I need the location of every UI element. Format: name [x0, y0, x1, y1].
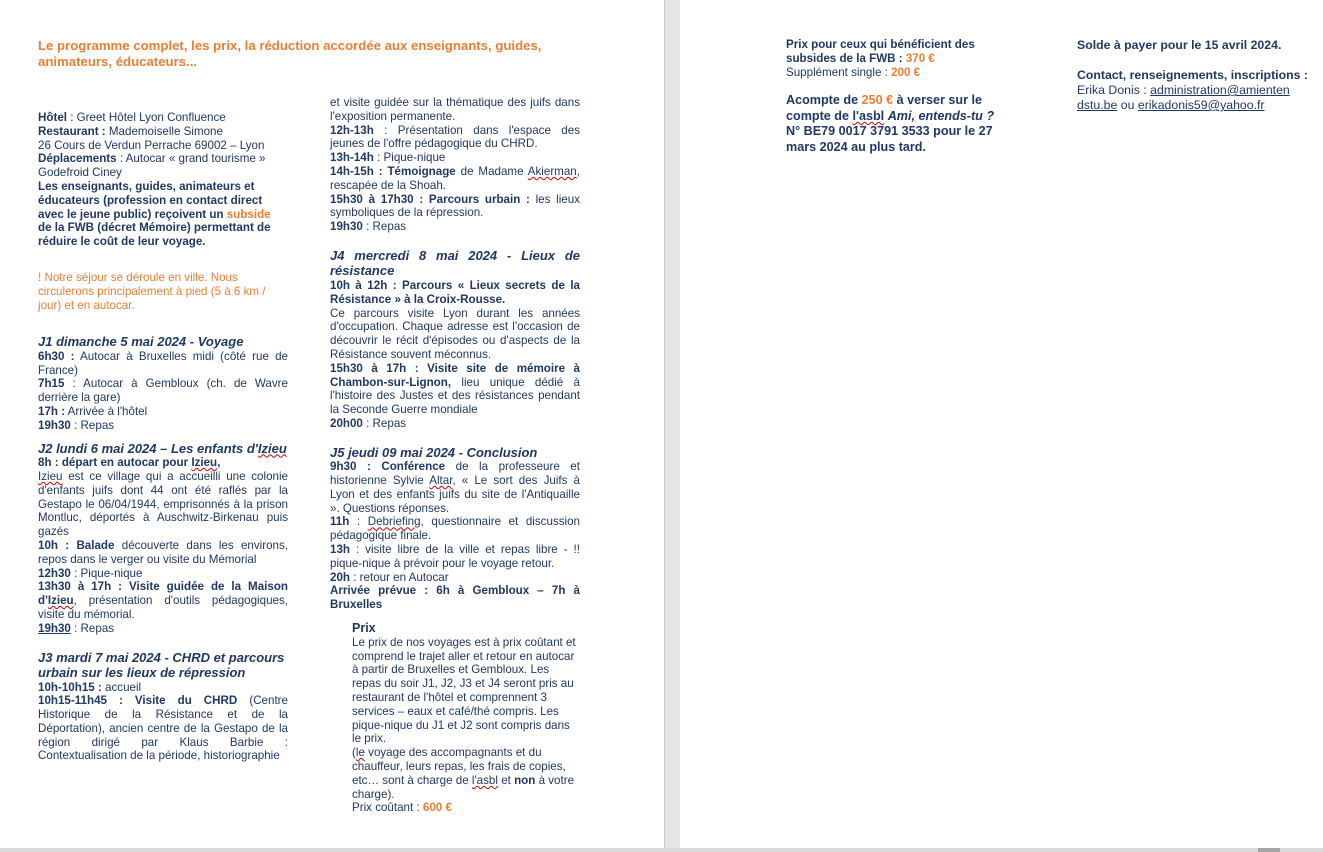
status-bar [0, 848, 1323, 852]
day2-title: J2 lundi 6 mai 2024 – Les enfants d'Izieu [38, 440, 287, 456]
j5-visite: 13h : visite libre de la ville et repas libre - !! pique-nique à prévoir pour le voyage retour. [330, 543, 580, 570]
email-link-admin[interactable]: administration@amienten dstu.be [1077, 83, 1290, 112]
j3-item-1: 12h-13h : Présentation dans l'espace des jeunes de l'offre pédagogique du CHRD. [330, 123, 580, 151]
price-title: Prix [352, 621, 376, 635]
price-exclusions: (le voyage des accompagnants et du chauffeur, leurs repas, les frais de copies, etc… sont à charge de l'asbl et non à votre charge). [352, 746, 575, 801]
price-cost: Prix coûtant : 600 € [352, 801, 452, 815]
j3-repas: 19h30 : Repas [330, 220, 407, 234]
deplacements-line: Déplacements : Autocar « grand tourisme » Godefroid Ciney [38, 152, 266, 180]
price-description: Le prix de nos voyages est à prix coûtant et comprend le trajet aller et retour en autocar à partir de Bruxelles et Gembloux. Les repas du soir J1, J2, J3 et J4 seront pris au restaurant de l'hôtel et comprennent 3 services – eaux et café/thé compris. Les pique-nique du J1 et J2 sont compris dans le prix. [352, 635, 576, 746]
page-separator [664, 0, 665, 848]
j2-picnic: 12h30 : Pique-nique [38, 566, 143, 580]
j3-item-2: 13h-14h : Pique-nique [330, 151, 446, 165]
deposit-info: Acompte de 250 € à verser sur le compte de l'asbl Ami, entends-tu ? N° BE79 0017 3791 3533 pour le 27 mars 2024 au plus tard. [786, 93, 995, 154]
j1-item-2: 7h15 : Autocar à Gembloux (ch. de Wavre derrière la gare) [38, 377, 288, 405]
program-heading: Le programme complet, les prix, la réduction accordée aux enseignants, guides, animateurs, éducateurs... [38, 38, 542, 69]
single-supplement: Supplément single : 200 € [786, 65, 921, 79]
middle-column [330, 96, 580, 815]
j4-repas: 20h00 : Repas [330, 416, 407, 430]
j3-accueil: 10h-10h15 : accueil [38, 680, 142, 694]
city-warning: ! Notre séjour se déroule en ville. Nous circulerons principalement à pied (5 à 6 km / jour) et en autocar. [38, 270, 266, 312]
j3-parcours: 15h30 à 17h30 : Parcours urbain : les lieux symboliques de la répression. [330, 192, 580, 220]
day1-title: J1 dimanche 5 mai 2024 - Voyage [38, 334, 244, 350]
j5-arrivee: Arrivée prévue : 6h à Gembloux – 7h à Bruxelles [330, 584, 580, 612]
j4-visite: 15h30 à 17h : Visite site de mémoire à Chambon-sur-Lignon, lieu unique dédié à l'histoire des Justes et des résistances pendant la Seconde Guerre mondiale [330, 361, 580, 417]
right-column-contact [1077, 38, 1312, 113]
j5-conference: 9h30 : Conférence de la professeure et historienne Sylvie Altar, « Le sort des Juifs à Lyon et des enfants juifs du site de l'Antiquaille ». Questions réponses. [330, 460, 580, 515]
contact-title: Contact, renseignements, inscriptions : [1077, 68, 1308, 82]
right-column-prices [786, 38, 1008, 155]
day4-title: J4 mercredi 8 mai 2024 - Lieux de résistance [330, 247, 580, 279]
j2-repas: 19h30 : Repas [38, 621, 115, 635]
contact-details: Erika Donis : administration@amienten dstu.be ou erikadonis59@yahoo.fr [1077, 83, 1290, 112]
hotel-line: Hôtel : Greet Hôtel Lyon Confluence [38, 111, 226, 124]
j2-visit: 13h30 à 17h : Visite guidée de la Maison d'Izieu, présentation d'outils pédagogiques, visite du mémorial. [38, 580, 288, 621]
j4-parcours-text: Ce parcours visite Lyon durant les années d'occupation. Chaque adresse est l'occasion de découvrir le récit d'épisodes ou d'aspects de la Résistance souvent méconnus. [330, 306, 580, 361]
email-link-erika[interactable]: erikadonis59@yahoo.fr [1137, 98, 1265, 112]
j2-izieu-description: Izieu est ce village qui a accueilli une colonie d'enfants juifs dont 44 ont été raflés par la Gestapo le 06/04/1944, emprisonnés à la prison Montluc, déportés à Auschwitz-Birkenau puis gazés [38, 469, 288, 539]
j1-item-4: 19h30 : Repas [38, 418, 115, 432]
j3-chrd-continued: et visite guidée sur la thématique des juifs dans l'exposition permanente. [330, 96, 580, 123]
j3-temoignage: 14h-15h : Témoignage de Madame Akierman, rescapée de la Shoah. [330, 164, 580, 192]
price-section [352, 622, 580, 815]
j3-chrd: 10h15-11h45 : Visite du CHRD (Centre Historique de la Résistance et de la Déportation), ancien centre de la Gestapo de la région dirigé par Klaus Barbie : Contextualisation de la période, historiographie [38, 694, 288, 763]
j2-depart: 8h : départ en autocar pour Izieu, [38, 456, 221, 470]
j4-parcours-label: 10h à 12h : Parcours « Lieux secrets de la Résistance » à la Croix-Rousse. [330, 278, 580, 306]
balance-due: Solde à payer pour le 15 avril 2024. [1077, 38, 1282, 52]
j5-retour: 20h : retour en Autocar [330, 570, 449, 584]
view-mode-indicator[interactable] [1258, 848, 1280, 852]
fwb-price: Prix pour ceux qui bénéficient des subsides de la FWB : 370 € [786, 38, 975, 65]
day3-title: J3 mardi 7 mai 2024 - CHRD et parcours urbain sur les lieux de répression [38, 649, 285, 680]
j1-item-1: 6h30 : Autocar à Bruxelles midi (côté rue de France) [38, 349, 288, 377]
left-column [38, 111, 288, 763]
j5-debriefing: 11h : Debriefing, questionnaire et discussion pédagogique finale. [330, 515, 580, 543]
day5-title: J5 jeudi 09 mai 2024 - Conclusion [330, 444, 538, 460]
j1-item-3: 17h : Arrivée à l'hôtel [38, 405, 148, 419]
restaurant-line: Restaurant : Mademoiselle Simone [38, 124, 223, 138]
subsidy-paragraph: Les enseignants, guides, animateurs et éducateurs (profession en contact direct avec le jeune public) reçoivent un subside de la FWB (décret Mémoire) permettant de réduire le coût de leur voyage. [38, 179, 271, 249]
restaurant-address: 26 Cours de Verdun Perrache 69002 – Lyon [38, 138, 265, 152]
j2-balade: 10h : Balade découverte dans les environs, repos dans le verger ou visite du Mémorial [38, 538, 288, 566]
